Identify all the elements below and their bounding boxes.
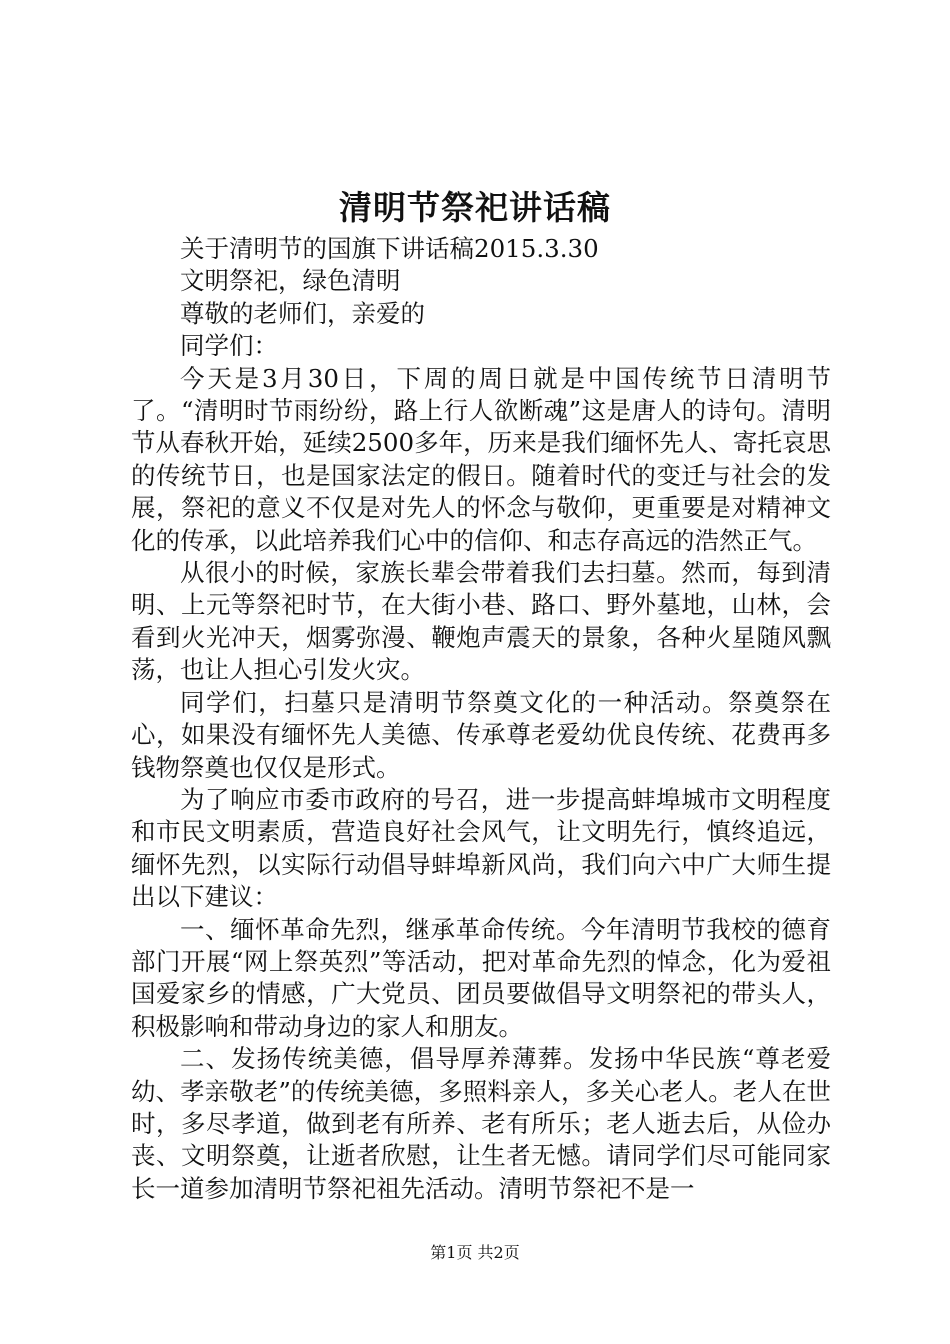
paragraph-body: 一、缅怀革命先烈，继承革命传统。今年清明节我校的德育部门开展“网上祭英烈”等活动，把对革命先烈的悼念，化为爱祖国爱家乡的情感，广大党员、团员要做倡导文明祭祀的带头人，积极影响和带动身边的家人和朋友。 bbox=[131, 914, 831, 1041]
paragraph-body: 二、发扬传统美德，倡导厚养薄葬。发扬中华民族“尊老爱幼、孝亲敬老”的传统美德，多照料亲人，多关心老人。老人在世时，多尽孝道，做到老有所养、老有所乐；老人逝去后，从俭办丧、文明祭奠，让逝者欣慰，让生者无憾。请同学们尽可能同家长一道参加清明节祭祀祖先活动。清明节祭祀不是一 bbox=[131, 1044, 831, 1203]
paragraph-theme-line: 文明祭祀，绿色清明 bbox=[180, 266, 401, 296]
paragraph-greeting-line-1: 尊敬的老师们，亲爱的 bbox=[180, 298, 425, 328]
document-body bbox=[131, 233, 831, 1205]
paragraph-body: 为了响应市委市政府的号召，进一步提高蚌埠城市文明程度和市民文明素质，营造良好社会风气，让文明先行，慎终追远，缅怀先烈，以实际行动倡导蚌埠新风尚，我们向六中广大师生提出以下建议： bbox=[131, 784, 831, 912]
paragraph-body: 今天是3月30日，下周的周日就是中国传统节日清明节了。“清明时节雨纷纷，路上行人欲断魂”这是唐人的诗句。清明节从春秋开始，延续2500多年，历来是我们缅怀先人、寄托哀思的传统节日，也是国家法定的假日。随着时代的变迁与社会的发展，祭祀的意义不仅是对先人的怀念与敬仰，更重要是对精神文化的传承，以此培养我们心中的信仰、和志存高远的浩然正气。 bbox=[131, 363, 831, 555]
document-title: 清明节祭祀讲话稿 bbox=[339, 188, 611, 227]
paragraph-body: 同学们，扫墓只是清明节祭奠文化的一种活动。祭奠祭在心，如果没有缅怀先人美德、传承尊老爱幼优良传统、花费再多钱物祭奠也仅仅是形式。 bbox=[131, 687, 831, 782]
paragraph-subtitle-line: 关于清明节的国旗下讲话稿2015.3.30 bbox=[180, 234, 599, 263]
paragraph-greeting-line-2: 同学们： bbox=[180, 331, 278, 361]
paragraph-body: 从很小的时候，家族长辈会带着我们去扫墓。然而，每到清明、上元等祭祀时节，在大街小巷、路口、野外墓地，山林，会看到火光冲天，烟雾弥漫、鞭炮声震天的景象，各种火星随风飘荡，也让人担心引发火灾。 bbox=[131, 558, 831, 685]
page-number-footer: 第1页 共2页 bbox=[430, 1243, 520, 1262]
